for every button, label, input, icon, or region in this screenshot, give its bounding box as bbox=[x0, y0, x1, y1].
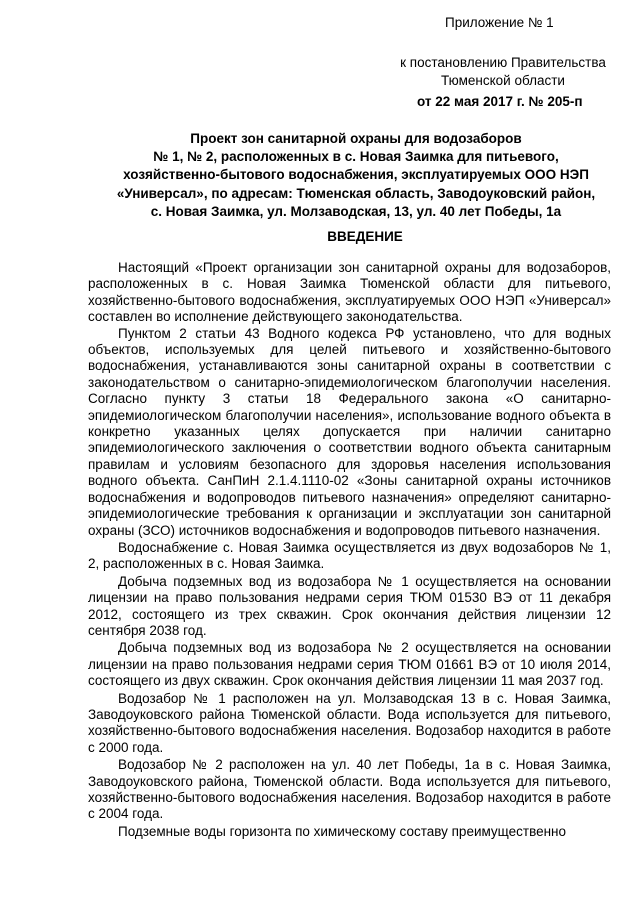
decree-line-2: Тюменской области bbox=[441, 73, 565, 88]
title-line-3: хозяйственно-бытового водоснабжения, эксплуатируемых ООО НЭП bbox=[123, 167, 589, 183]
decree-date: от 22 мая 2017 г. № 205-п bbox=[417, 94, 583, 109]
title-line-5: с. Новая Заимка, ул. Молзаводская, 13, ул. 40 лет Победы, 1а bbox=[150, 203, 562, 219]
title-line-4: «Универсал», по адресам: Тюменская область, Заводоуковский район, bbox=[116, 185, 596, 201]
title-line-2: № 1, № 2, расположенных в с. Новая Заимка для питьевого, bbox=[153, 149, 559, 165]
appendix-label: Приложение № 1 bbox=[445, 15, 554, 30]
section-heading: ВВЕДЕНИЕ bbox=[327, 229, 403, 244]
paragraph: Водоснабжение с. Новая Заимка осуществляется из двух водозаборов № 1, 2, расположенных в с. Новая Заимка. bbox=[88, 539, 611, 572]
paragraph: Пунктом 2 статьи 43 Водного кодекса РФ установлено, что для водных объектов, используемых для целей питьевого и хозяйственно-бытового водоснабжения, устанавливаются зоны санитарной охраны в соответствии с законодательством о санитарно-эпидемиологическом благополучии населения. Согласно пункту 3 статьи 18 Федерального закона «О санитарно-эпидемиологическом благополучии населения», использование водного объекта в конкретно указанных целях допускается при наличии санитарно эпидемиологического заключения о соответствии водного объекта санитарным правилам и условиям безопасного для здоровья населения использования водного объекта. СанПиН 2.1.4.1110-02 «Зоны санитарной охраны источников водоснабжения и водопроводов питьевого назначения» определяют санитарно-эпидемиологические требования к организации и эксплуатации зон санитарной охраны (ЗСО) источников водоснабжения и водопроводов питьевого назначения. bbox=[88, 325, 611, 538]
paragraph: Добыча подземных вод из водозабора № 2 осуществляется на основании лицензии на право пользования недрами серия ТЮМ 01661 ВЭ от 10 июля 2014, состоящего из двух скважин. Срок окончания действия лицензии 11 мая 2037 год. bbox=[88, 640, 611, 689]
decree-reference bbox=[383, 54, 623, 90]
paragraph: Подземные воды горизонта по химическому составу преимущественно bbox=[118, 823, 567, 839]
body-text bbox=[88, 260, 611, 840]
title-line-1: Проект зон санитарной охраны для водозаборов bbox=[190, 131, 522, 146]
paragraph: Водозабор № 2 расположен на ул. 40 лет Победы, 1а в с. Новая Заимка, Заводоуковского района, Тюменской области. Вода используется для питьевого, хозяйственно-бытового водоснабжения населения. Водозабор находится в работе с 2004 года. bbox=[88, 757, 611, 822]
paragraph: Настоящий «Проект организации зон санитарной охраны для водозаборов, расположенных в с. Новая Заимка Тюменской области для питьевого, хозяйственно-бытового водоснабжения, эксплуатируемых ООО НЭП «Универсал» составлен во исполнение действующего законодательства. bbox=[88, 260, 611, 325]
decree-line-1: к постановлению Правительства bbox=[400, 55, 606, 70]
paragraph: Водозабор № 1 расположен на ул. Молзаводская 13 в с. Новая Заимка, Заводоуковского района Тюменской области. Вода используется для питьевого, хозяйственно-бытового водоснабжения населения. Водозабор находится в работе с 2000 года. bbox=[88, 690, 611, 755]
paragraph: Добыча подземных вод из водозабора № 1 осуществляется на основании лицензии на право пользования недрами серия ТЮМ 01530 ВЭ от 11 декабря 2012, состоящего из трех скважин. Срок окончания действия лицензии 12 сентября 2038 год. bbox=[88, 573, 611, 638]
document-title bbox=[76, 130, 636, 221]
